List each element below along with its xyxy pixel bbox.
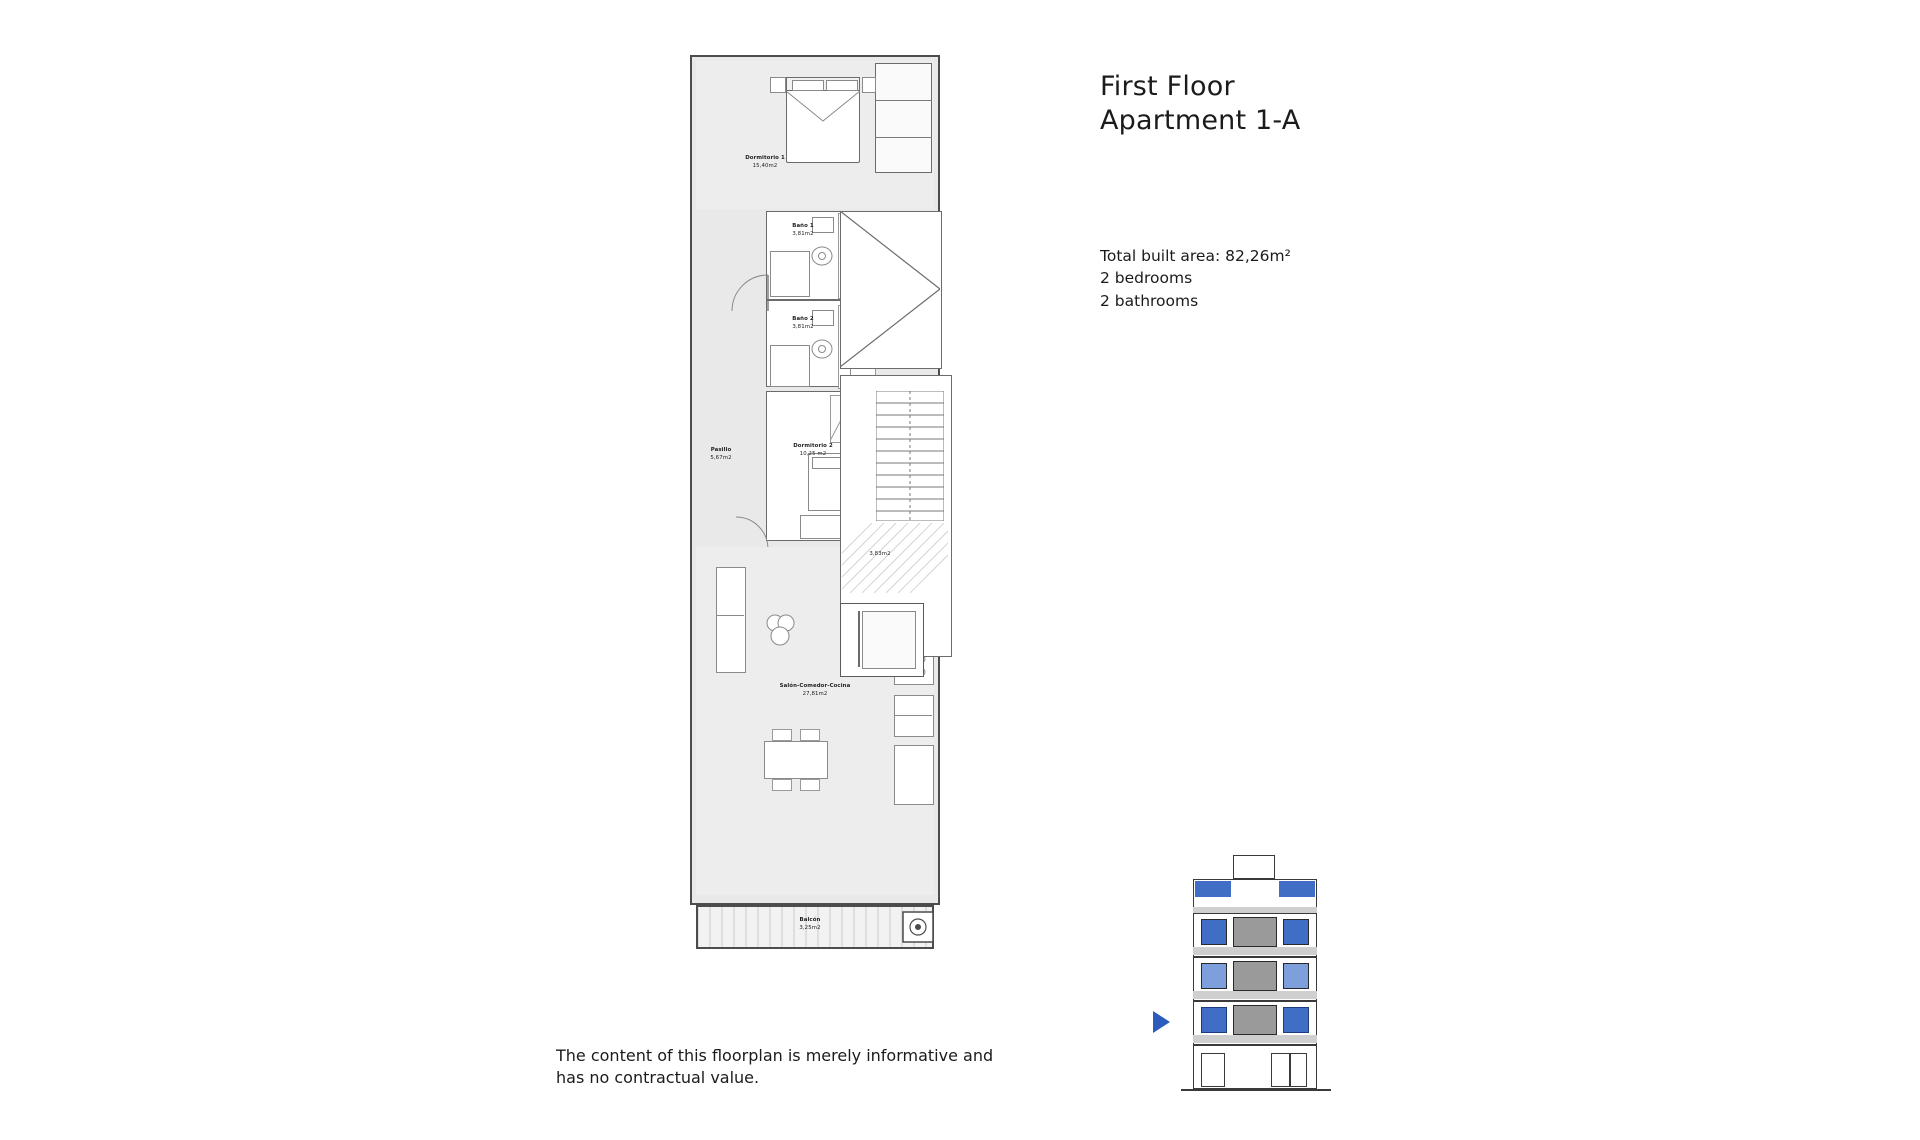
bed-blanket-icon [786, 91, 860, 163]
floor-3-rail [1193, 947, 1317, 955]
fact-bedrooms: 2 bedrooms [1100, 269, 1193, 288]
door-arc-dormitorio-2 [734, 515, 770, 551]
label-salon-comedor-cocina: Salón-Comedor-Cocina 27,81m2 [779, 683, 851, 697]
label-bano-1: Baño 1 3,81m2 [792, 223, 814, 237]
label-dormitorio-1: Dormitorio 1 15,40m2 [745, 155, 785, 169]
floor-2-center [1233, 961, 1277, 991]
roof-box [1233, 855, 1275, 879]
nightstand-left [770, 77, 786, 93]
balcony-top-left [1195, 881, 1231, 897]
staircase-icon [876, 391, 944, 521]
floor-1-center [1233, 1005, 1277, 1035]
dining-chair-4 [800, 779, 820, 791]
label-pasillo: Pasillo 5,67m2 [710, 447, 732, 461]
floor-3-window-right [1283, 919, 1309, 945]
dining-chair-1 [772, 729, 792, 741]
floor-1-window-left [1201, 1007, 1227, 1033]
balcony-top-right [1279, 881, 1315, 897]
bano-2-toilet-icon [810, 338, 834, 360]
dining-table [764, 741, 828, 779]
disclaimer-text [556, 1045, 1116, 1088]
ground-line [1181, 1089, 1331, 1091]
disclaimer-line-2: has no contractual value. [556, 1067, 760, 1087]
title-line-2: Apartment 1-A [1100, 104, 1301, 136]
label-dormitorio-2: Dormitorio 2 10,25 m2 [793, 443, 833, 457]
wardrobe-divider [875, 100, 932, 101]
bano-1-toilet-icon [810, 245, 834, 267]
fact-total-area: Total built area: 82,26m² [1100, 247, 1291, 265]
floor-indicator-arrow [1153, 1011, 1170, 1033]
dining-chair-3 [772, 779, 792, 791]
bed-pillow-left [792, 80, 824, 91]
floor-2-rail [1193, 991, 1317, 999]
floorplan-drawing [690, 55, 960, 965]
kitchen-sink [894, 695, 934, 737]
building-elevation-diagram [1175, 855, 1395, 1095]
title-line-1: First Floor [1100, 71, 1235, 102]
drain-icon [902, 911, 934, 943]
bano-2-shower [770, 345, 810, 387]
ground-door-left [1201, 1053, 1225, 1087]
kitchen-counter-left [716, 567, 746, 673]
stair-upper-diagonals [840, 211, 940, 367]
floor-1-rail [1193, 1035, 1317, 1043]
label-balcon: Balcón 3,25m2 [799, 917, 821, 931]
disclaimer-line-1: The content of this floorplan is merely informative and [556, 1046, 994, 1065]
elevator-cabin [862, 611, 916, 669]
bed-pillow-right [826, 80, 858, 91]
armchair-icon [764, 613, 798, 647]
wardrobe-divider-2 [875, 137, 932, 138]
label-bano-2: Baño 2 3,81m2 [792, 316, 814, 330]
dining-chair-2 [800, 729, 820, 741]
fact-bathrooms: 2 bathrooms [1100, 291, 1199, 310]
counter-line [716, 615, 744, 616]
kitchen-unit-lower [894, 745, 934, 805]
property-facts [1100, 245, 1291, 312]
label-landing: 3,83m2 [869, 551, 891, 557]
bano-1-shower [770, 251, 810, 297]
floor-3-window-left [1201, 919, 1227, 945]
door-arc-bano [730, 273, 770, 313]
floor-1-window-right [1283, 1007, 1309, 1033]
page-title [1100, 70, 1300, 138]
ground-door-right-split [1289, 1053, 1291, 1087]
wardrobe-dormitorio-1 [875, 63, 932, 173]
floor-2-window-right [1283, 963, 1309, 989]
kitchen-sink-line [894, 715, 932, 716]
floor-2-window-left [1201, 963, 1227, 989]
floor-3-center [1233, 917, 1277, 947]
nightstand-right [862, 77, 876, 93]
elevator-door [858, 611, 860, 667]
